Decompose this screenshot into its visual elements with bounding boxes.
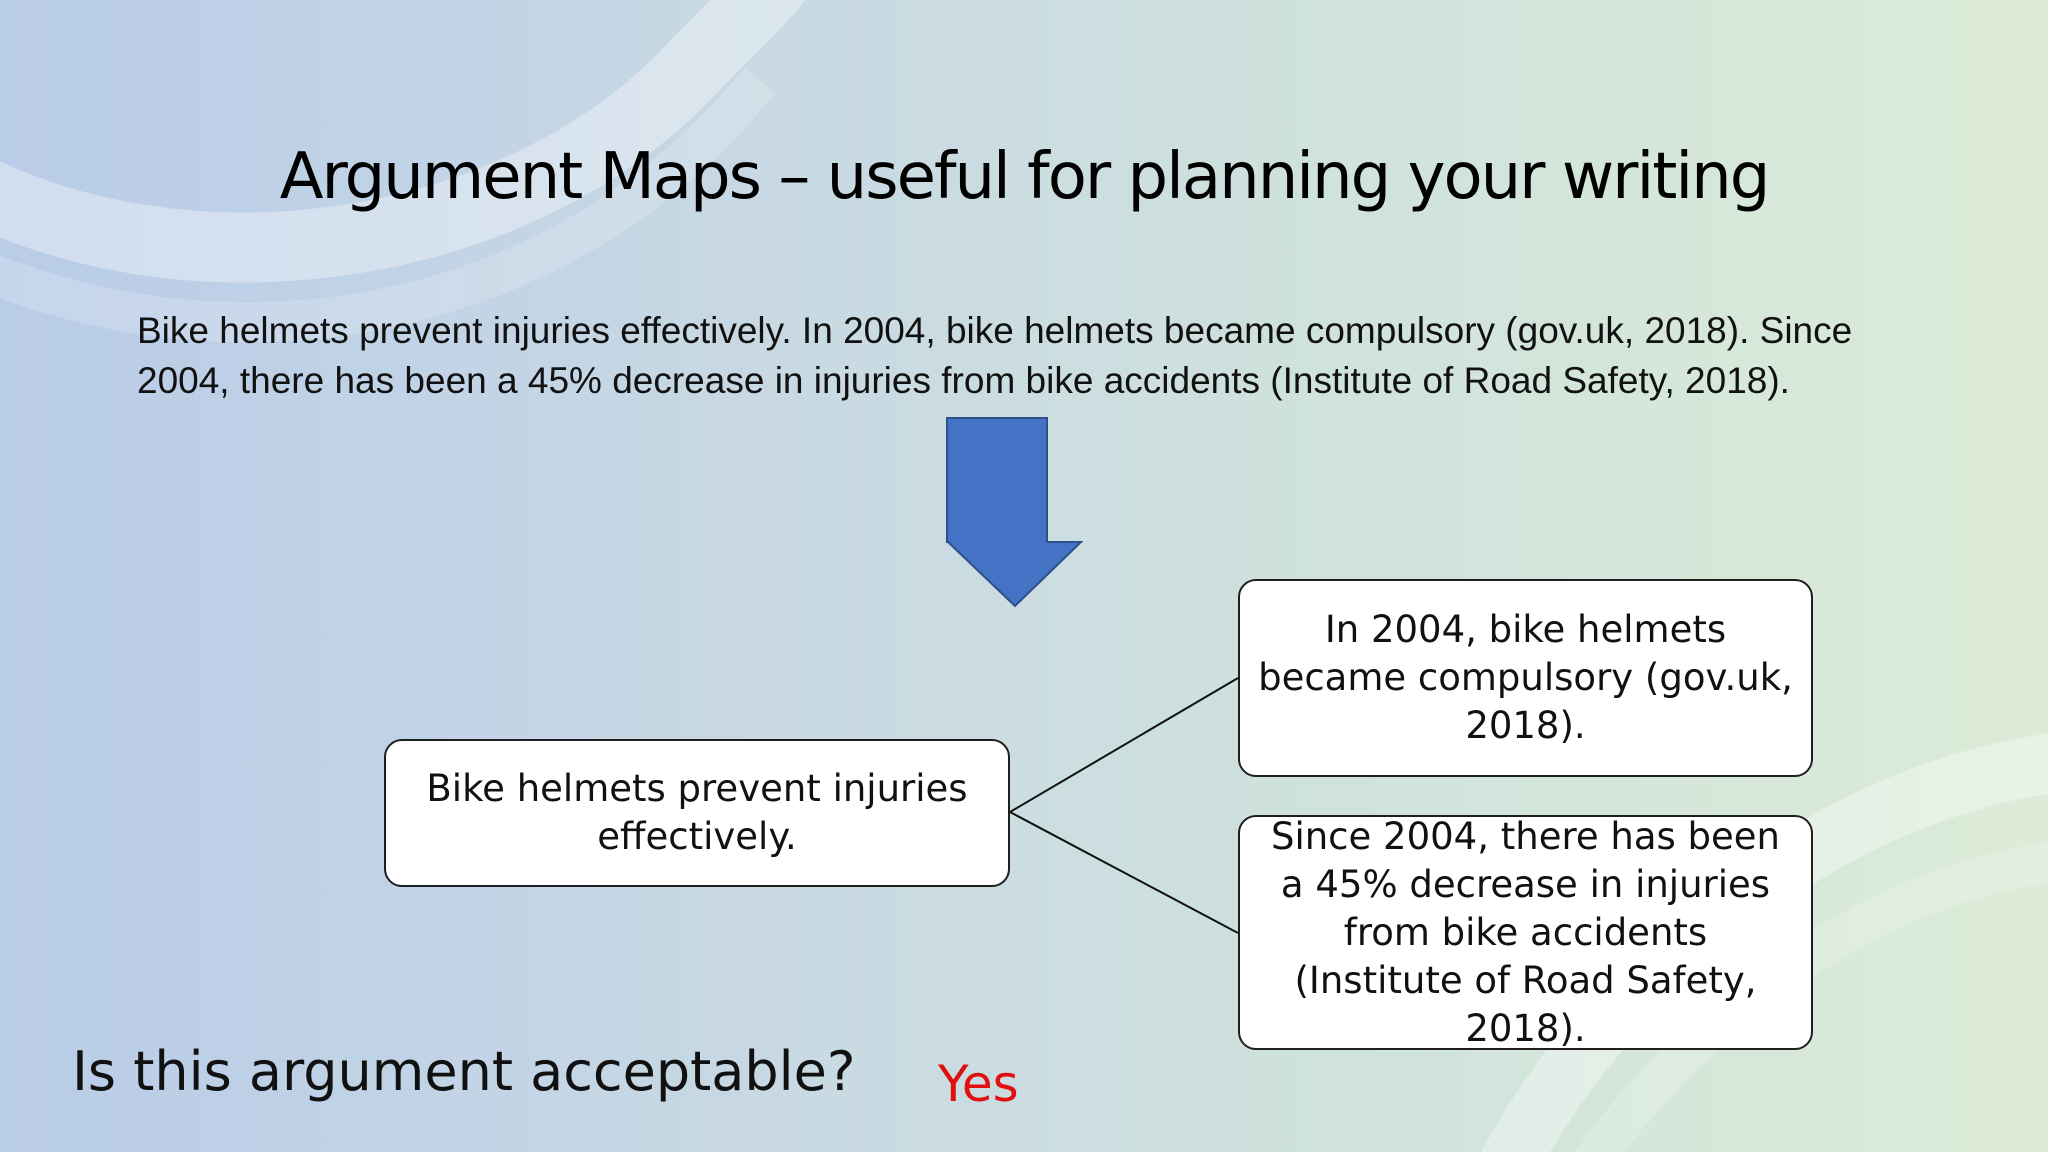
answer-text: Yes	[938, 1055, 1019, 1113]
reason-box-2	[1238, 815, 1813, 1050]
question-text: Is this argument acceptable?	[72, 1040, 856, 1103]
reason-text-2: Since 2004, there has been a 45% decrease in injuries from bike accidents (Institute of Road Safety, 2018).	[1270, 814, 1781, 1050]
claim-text: Bike helmets prevent injuries effectively.	[426, 767, 968, 858]
down-arrow	[947, 418, 1081, 606]
argument-paragraph: Bike helmets prevent injuries effectively. In 2004, bike helmets became compulsory (gov.uk, 2018). Since 2004, there has been a 45% decrease in injuries from bike accidents (Institute of Road Safety, 2018).	[137, 310, 1853, 401]
connector-line-upper	[1010, 678, 1238, 812]
slide-title: Argument Maps – useful for planning your writing	[279, 140, 1769, 214]
connector-line-lower	[1010, 812, 1238, 933]
claim-box	[384, 739, 1010, 887]
reason-box-1	[1238, 579, 1813, 777]
reason-text-1: In 2004, bike helmets became compulsory (gov.uk, 2018).	[1258, 608, 1793, 747]
